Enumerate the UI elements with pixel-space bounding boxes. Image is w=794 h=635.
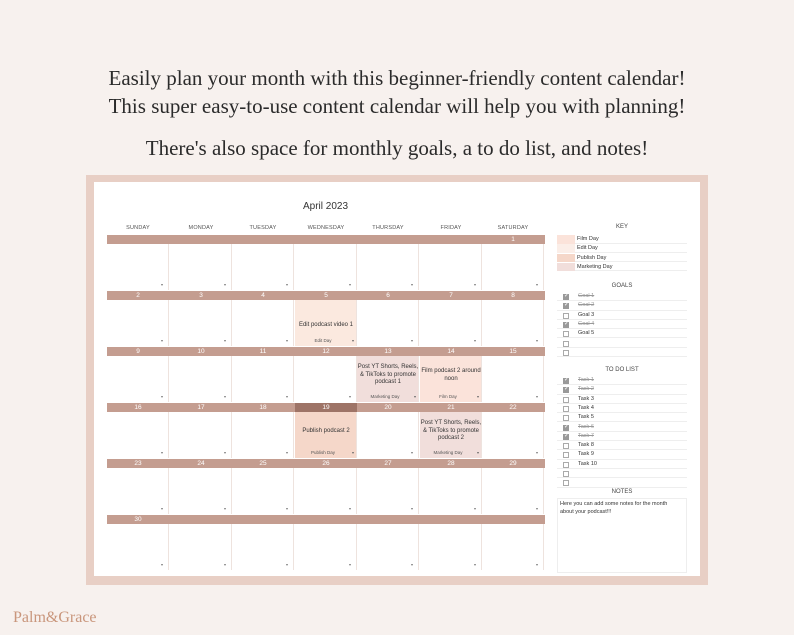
cell-dropdown-icon[interactable]: ▾ [224, 562, 227, 567]
day-header-friday: FRIDAY [440, 225, 462, 231]
todo-label: Task 3 [578, 395, 594, 402]
todo-item [557, 441, 687, 450]
day-cell[interactable] [170, 356, 232, 402]
key-item [557, 235, 687, 244]
day-cell[interactable] [232, 468, 294, 514]
day-cell[interactable] [232, 524, 294, 570]
goals-checkbox[interactable] [563, 294, 569, 300]
todo-checkbox[interactable] [563, 387, 569, 393]
event-text: Publish podcast 2 [302, 428, 350, 434]
day-cell[interactable] [232, 356, 294, 402]
todo-checkbox[interactable] [563, 378, 569, 384]
event-text: Post YT Shorts, Reels, & TikToks to promote podcast 2 [420, 420, 482, 441]
goals-label: Goal 1 [578, 293, 595, 299]
chevron-down-icon: ▾ [413, 394, 416, 399]
goals-item [557, 320, 687, 329]
cell-dropdown-icon[interactable]: ▾ [536, 394, 539, 399]
todo-label: Task 8 [578, 442, 594, 449]
date-number: 24 [197, 460, 205, 467]
date-number: 11 [259, 348, 267, 355]
cell-dropdown-icon[interactable]: ▾ [286, 338, 289, 343]
todo-checkbox[interactable] [563, 415, 569, 421]
day-cell[interactable] [295, 524, 357, 570]
cell-dropdown-icon[interactable]: ▾ [411, 450, 414, 455]
todo-checkbox[interactable] [563, 406, 569, 412]
day-cell[interactable] [295, 468, 357, 514]
day-cell[interactable] [170, 412, 232, 458]
day-type-label: Edit Day [314, 338, 332, 343]
cell-dropdown-icon[interactable]: ▾ [161, 562, 164, 567]
todo-label: Task 2 [578, 386, 594, 393]
notes-text: Here you can add some notes for the month about your podcast!!! [560, 501, 668, 515]
todo-checkbox[interactable] [563, 425, 569, 431]
goals-item [557, 329, 687, 338]
cell-dropdown-icon[interactable]: ▾ [349, 506, 352, 511]
todo-title: TO DO LIST [605, 367, 639, 373]
cell-dropdown-icon[interactable]: ▾ [224, 506, 227, 511]
goals-item [557, 301, 687, 310]
day-type-select[interactable] [296, 338, 356, 344]
date-number: 1 [511, 236, 515, 243]
date-number: 15 [509, 348, 517, 355]
date-number: 27 [384, 460, 392, 467]
cell-dropdown-icon[interactable]: ▾ [411, 562, 414, 567]
notes-box[interactable] [557, 498, 687, 573]
key-swatch [557, 244, 575, 253]
day-cell[interactable] [170, 524, 232, 570]
cell-dropdown-icon[interactable]: ▾ [161, 394, 164, 399]
todo-label: Task 10 [578, 460, 597, 467]
day-cell[interactable] [107, 468, 169, 514]
day-cell[interactable] [170, 468, 232, 514]
key-item [557, 244, 687, 253]
cell-dropdown-icon[interactable]: ▾ [224, 394, 227, 399]
todo-item [557, 469, 687, 478]
day-cell[interactable] [232, 412, 294, 458]
day-cell[interactable] [482, 244, 544, 290]
todo-label: Task 7 [578, 432, 594, 439]
todo-checkbox[interactable] [563, 443, 569, 449]
cell-dropdown-icon[interactable]: ▾ [474, 282, 477, 287]
cell-dropdown-icon[interactable]: ▾ [349, 282, 352, 287]
notes-title: NOTES [611, 489, 633, 495]
day-cell[interactable] [295, 356, 357, 402]
day-cell[interactable] [107, 300, 169, 346]
day-cell[interactable] [357, 412, 419, 458]
todo-checkbox[interactable] [563, 452, 569, 458]
cell-dropdown-icon[interactable]: ▾ [161, 338, 164, 343]
todo-item [557, 478, 687, 487]
day-cell[interactable] [482, 468, 544, 514]
brand-logo: Palm&Grace [13, 609, 97, 626]
todo-item [557, 450, 687, 459]
todo-checkbox[interactable] [563, 471, 569, 477]
date-number: 13 [384, 348, 392, 355]
goals-title: GOALS [611, 283, 633, 289]
event-text: Post YT Shorts, Reels, & TikToks to promote podcast 1 [357, 364, 419, 385]
chevron-down-icon: ▾ [351, 338, 354, 343]
cell-dropdown-icon[interactable]: ▾ [224, 282, 227, 287]
date-number: 10 [197, 348, 205, 355]
cell-dropdown-icon[interactable]: ▾ [474, 506, 477, 511]
todo-item [557, 376, 687, 385]
cell-dropdown-icon[interactable]: ▾ [224, 338, 227, 343]
cell-dropdown-icon[interactable]: ▾ [536, 282, 539, 287]
todo-checkbox[interactable] [563, 434, 569, 440]
key-item [557, 254, 687, 263]
day-header-saturday: SATURDAY [497, 225, 529, 231]
cell-dropdown-icon[interactable]: ▾ [349, 394, 352, 399]
date-number: 23 [134, 460, 142, 467]
key-label: Publish Day [577, 254, 607, 261]
goals-checkbox[interactable] [563, 331, 569, 337]
date-number: 8 [511, 292, 515, 299]
day-cell[interactable] [357, 300, 419, 346]
day-cell[interactable] [482, 356, 544, 402]
day-cell[interactable] [357, 468, 419, 514]
cell-dropdown-icon[interactable]: ▾ [411, 506, 414, 511]
goals-label: Goal 3 [578, 311, 595, 318]
day-cell[interactable] [420, 524, 482, 570]
day-cell[interactable] [295, 244, 357, 290]
date-number: 17 [197, 404, 205, 411]
date-number: 6 [386, 292, 390, 299]
day-cell[interactable] [107, 244, 169, 290]
key-label: Marketing Day [577, 263, 613, 270]
cell-dropdown-icon[interactable]: ▾ [224, 450, 227, 455]
day-cell[interactable] [482, 412, 544, 458]
promo-line-1: Easily plan your month with this beginner-friendly content calendar! [108, 66, 686, 90]
date-number: 12 [322, 348, 330, 355]
goals-checkbox[interactable] [563, 322, 569, 328]
cell-dropdown-icon[interactable]: ▾ [536, 338, 539, 343]
day-cell[interactable] [420, 300, 482, 346]
cell-dropdown-icon[interactable]: ▾ [286, 562, 289, 567]
goals-checkbox[interactable] [563, 350, 569, 356]
todo-item [557, 423, 687, 432]
goals-label: Goal 2 [578, 302, 595, 309]
day-cell[interactable] [170, 300, 232, 346]
goals-checkbox[interactable] [563, 313, 569, 319]
key-label: Edit Day [577, 245, 598, 252]
day-type-select[interactable] [421, 450, 481, 456]
promo-line-2: This super easy-to-use content calendar will help you with planning! [108, 94, 686, 118]
todo-item [557, 413, 687, 422]
day-cell[interactable] [420, 244, 482, 290]
day-type-label: Marketing Day [433, 450, 463, 455]
todo-label: Task 9 [578, 451, 594, 458]
day-cell[interactable] [170, 244, 232, 290]
cell-dropdown-icon[interactable]: ▾ [161, 450, 164, 455]
date-number: 20 [384, 404, 392, 411]
day-type-label: Marketing Day [370, 394, 400, 399]
chevron-down-icon: ▾ [351, 450, 354, 455]
day-type-select[interactable] [358, 394, 418, 400]
key-item [557, 263, 687, 272]
cell-dropdown-icon[interactable]: ▾ [536, 450, 539, 455]
cell-dropdown-icon[interactable]: ▾ [286, 506, 289, 511]
day-header-sunday: SUNDAY [126, 225, 150, 231]
goals-checkbox[interactable] [563, 303, 569, 309]
cell-dropdown-icon[interactable]: ▾ [349, 562, 352, 567]
day-cell[interactable] [420, 468, 482, 514]
event-text: Film podcast 2 around noon [421, 368, 481, 382]
day-type-select[interactable] [421, 394, 481, 400]
day-type-select[interactable] [296, 450, 356, 456]
cell-dropdown-icon[interactable]: ▾ [474, 338, 477, 343]
date-number: 26 [322, 460, 330, 467]
day-cell[interactable] [232, 300, 294, 346]
day-header-wednesday: WEDNESDAY [307, 225, 345, 231]
day-cell[interactable] [107, 356, 169, 402]
cell-dropdown-icon[interactable]: ▾ [474, 562, 477, 567]
day-header-thursday: THURSDAY [372, 225, 404, 231]
day-cell[interactable] [107, 524, 169, 570]
todo-label: Task 1 [578, 377, 594, 383]
cell-dropdown-icon[interactable]: ▾ [161, 506, 164, 511]
goals-item [557, 311, 687, 320]
todo-checkbox[interactable] [563, 397, 569, 403]
todo-item [557, 404, 687, 413]
day-cell[interactable] [357, 524, 419, 570]
cell-dropdown-icon[interactable]: ▾ [286, 282, 289, 287]
cell-dropdown-icon[interactable]: ▾ [286, 394, 289, 399]
event-text: Edit podcast video 1 [298, 322, 354, 328]
day-cell[interactable] [357, 244, 419, 290]
date-number: 14 [447, 348, 455, 355]
week-bar [107, 515, 545, 524]
todo-checkbox[interactable] [563, 480, 569, 486]
goals-item [557, 292, 687, 301]
key-swatch [557, 235, 575, 244]
cell-dropdown-icon[interactable]: ▾ [411, 282, 414, 287]
day-header-monday: MONDAY [188, 225, 214, 231]
cell-dropdown-icon[interactable]: ▾ [161, 282, 164, 287]
date-number: 5 [324, 292, 328, 299]
todo-checkbox[interactable] [563, 462, 569, 468]
todo-item [557, 432, 687, 441]
chevron-down-icon: ▾ [476, 394, 479, 399]
chevron-down-icon: ▾ [476, 450, 479, 455]
cell-dropdown-icon[interactable]: ▾ [286, 450, 289, 455]
week-bar [107, 235, 545, 244]
date-number: 28 [447, 460, 455, 467]
date-number: 16 [134, 404, 142, 411]
date-number: 22 [509, 404, 517, 411]
date-number: 4 [261, 292, 265, 299]
goals-label: Goal 4 [578, 320, 595, 327]
goals-label: Goal 5 [578, 330, 595, 337]
date-number: 19 [295, 403, 357, 412]
goals-item [557, 339, 687, 348]
key-swatch [557, 254, 575, 263]
key-title: KEY [615, 224, 628, 230]
day-cell[interactable] [482, 300, 544, 346]
date-number: 29 [509, 460, 517, 467]
day-cell[interactable] [232, 244, 294, 290]
goals-checkbox[interactable] [563, 341, 569, 347]
todo-label: Task 4 [578, 404, 594, 411]
date-number: 9 [136, 348, 140, 355]
todo-label: Task 5 [578, 414, 594, 421]
date-number: 2 [136, 292, 140, 299]
date-number: 25 [259, 460, 267, 467]
todo-label: Task 6 [578, 423, 594, 430]
day-type-label: Film Day [439, 394, 457, 399]
day-cell[interactable] [482, 524, 544, 570]
date-number: 7 [449, 292, 453, 299]
goals-item [557, 348, 687, 357]
key-label: Film Day [577, 236, 599, 242]
day-type-label: Publish Day [310, 450, 335, 455]
date-number: 30 [134, 516, 142, 523]
day-header-tuesday: TUESDAY [249, 225, 277, 231]
promo-line-3: There's also space for monthly goals, a to do list, and notes! [145, 136, 649, 160]
todo-item [557, 395, 687, 404]
day-cell[interactable] [107, 412, 169, 458]
date-number: 21 [447, 404, 455, 411]
key-swatch [557, 263, 575, 272]
cell-dropdown-icon[interactable]: ▾ [536, 562, 539, 567]
date-number: 18 [259, 404, 267, 411]
date-number: 3 [199, 292, 203, 299]
cell-dropdown-icon[interactable]: ▾ [411, 338, 414, 343]
todo-item [557, 385, 687, 394]
month-title: April 2023 [303, 201, 349, 212]
cell-dropdown-icon[interactable]: ▾ [536, 506, 539, 511]
todo-item [557, 460, 687, 469]
